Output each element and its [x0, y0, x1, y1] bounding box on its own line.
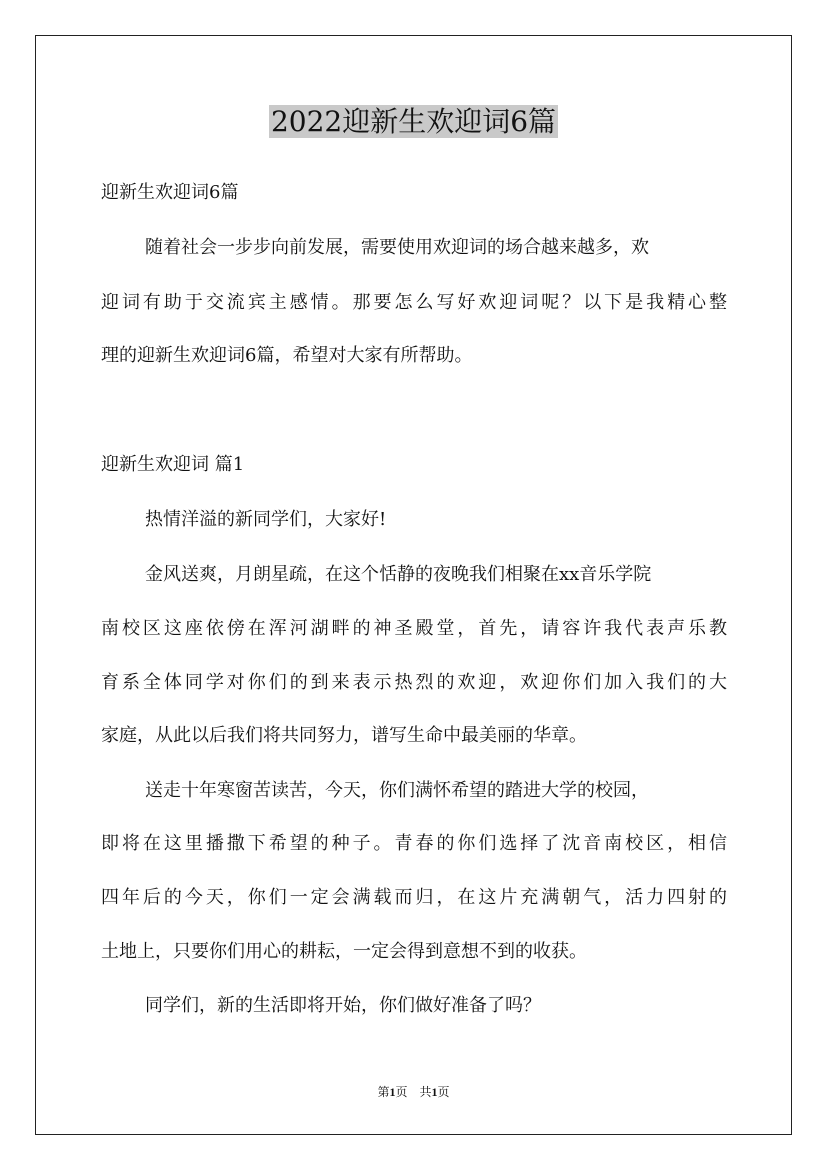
document-title	[0, 100, 827, 144]
footer-page-prefix: 第	[377, 1085, 390, 1099]
intro-line: 随着社会一步步向前发展，需要使用欢迎词的场合越来越多，欢	[145, 237, 649, 258]
intro-line: 理的迎新生欢迎词6篇，希望对大家有所帮助。	[101, 345, 473, 366]
footer-page-mid: 页 共	[395, 1085, 432, 1099]
paragraph-line: 土地上，只要你们用心的耕耘，一定会得到意想不到的收获。	[101, 941, 587, 962]
paragraph-line: 育系全体同学对你们的到来表示热烈的欢迎，欢迎你们加入我们的大	[101, 672, 727, 693]
paragraph-line: 南校区这座依傍在浑河湖畔的神圣殿堂，首先，请容许我代表声乐教	[101, 618, 727, 639]
section-heading: 迎新生欢迎词 篇1	[101, 454, 245, 475]
page-footer	[0, 1082, 827, 1102]
paragraph-line: 四年后的今天，你们一定会满载而归，在这片充满朝气，活力四射的	[101, 887, 727, 908]
paragraph-line: 金风送爽，月朗星疏，在这个恬静的夜晚我们相聚在xx音乐学院	[145, 564, 652, 585]
document-title-text: 2022迎新生欢迎词6篇	[270, 105, 557, 138]
paragraph-line: 送走十年寒窗苦读苦，今天，你们满怀希望的踏进大学的校园，	[145, 780, 649, 801]
paragraph-line: 同学们，新的生活即将开始，你们做好准备了吗？	[145, 995, 541, 1016]
document-subtitle: 迎新生欢迎词6篇	[101, 182, 239, 203]
footer-page-total: 1	[431, 1085, 438, 1099]
paragraph-line: 即将在这里播撒下希望的种子。青春的你们选择了沈音南校区，相信	[101, 833, 727, 854]
footer-page-current: 1	[389, 1085, 396, 1099]
paragraph-line: 家庭，从此以后我们将共同努力，谱写生命中最美丽的华章。	[101, 725, 587, 746]
intro-line: 迎词有助于交流宾主感情。那要怎么写好欢迎词呢？以下是我精心整	[101, 292, 727, 313]
greeting-line: 热情洋溢的新同学们，大家好!	[145, 509, 387, 530]
footer-page-suffix: 页	[437, 1085, 450, 1099]
